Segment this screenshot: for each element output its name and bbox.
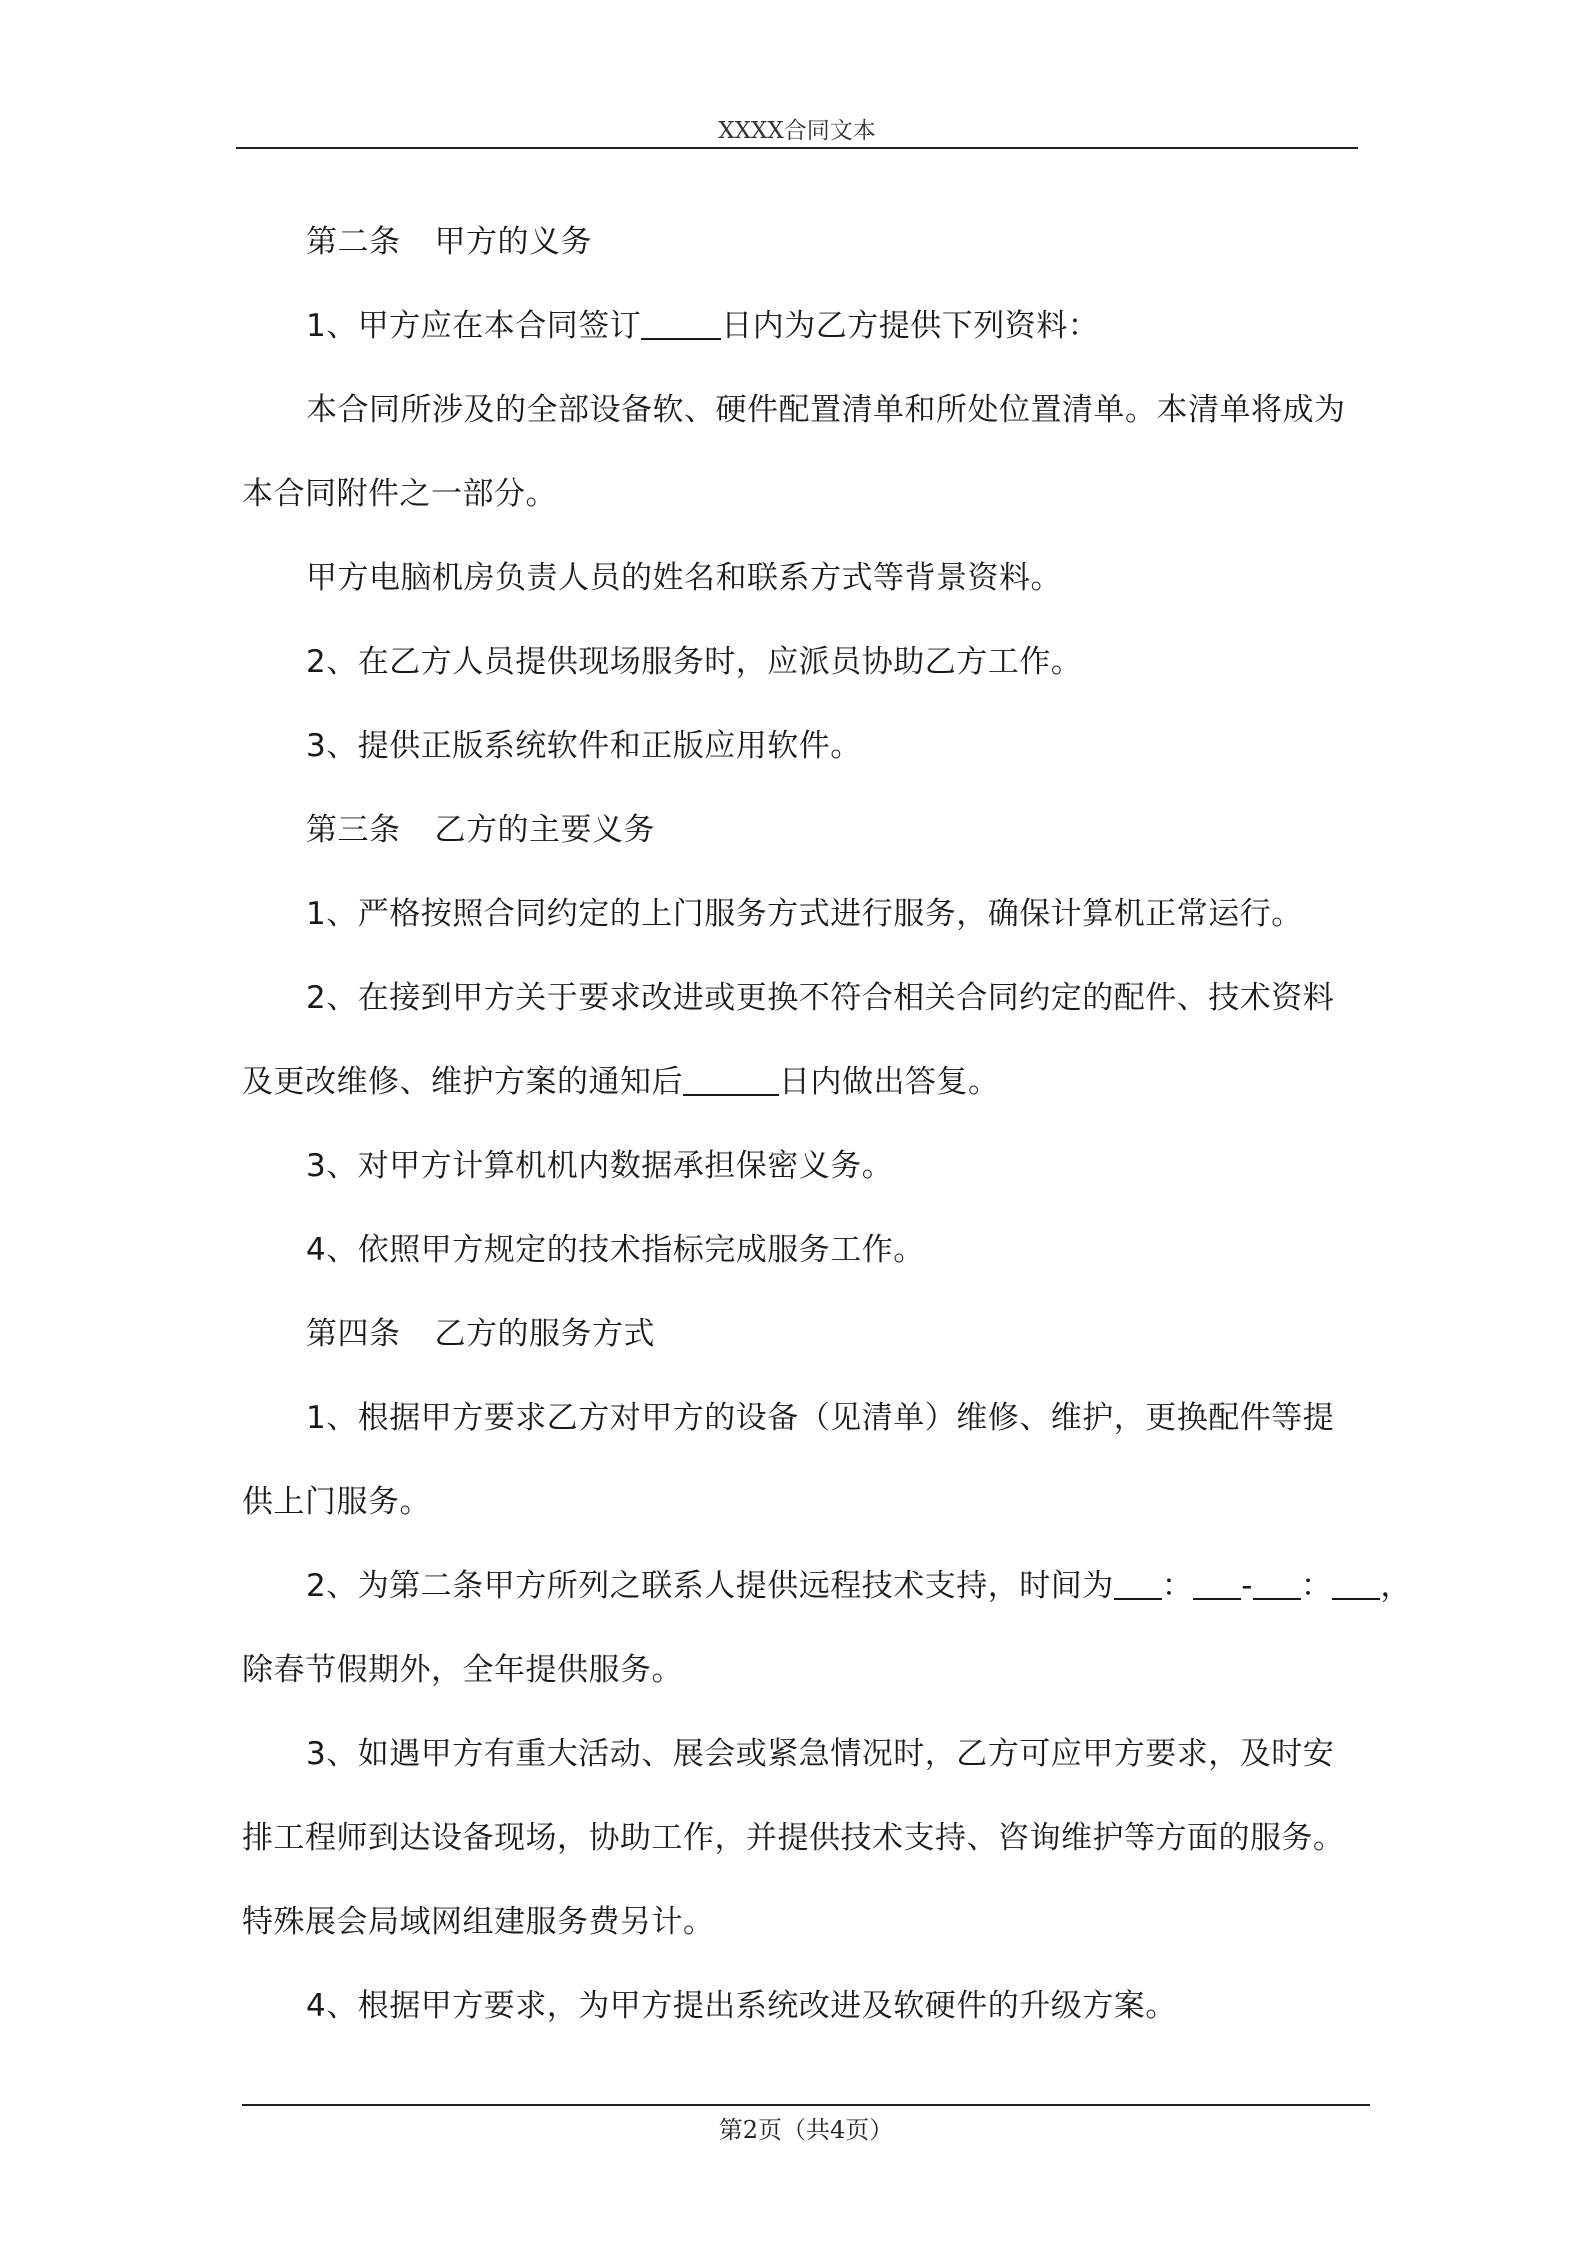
time-colon-2: ： bbox=[1300, 1568, 1333, 1604]
article-3-para-2-line-2 bbox=[242, 1040, 1354, 1124]
article-2-para-3: 甲方电脑机房负责人员的姓名和联系方式等背景资料。 bbox=[306, 560, 1062, 596]
article-3-para-1: 1、严格按照合同约定的上门服务方式进行服务，确保计算机正常运行。 bbox=[306, 896, 1303, 932]
article-3-para-2-line-1: 2、在接到甲方关于要求改进或更换不符合相关合同约定的配件、技术资料 bbox=[306, 980, 1335, 1016]
article-3-title: 乙方的主要义务 bbox=[434, 812, 655, 848]
article-4-para-2-text-a: 2、为第二条甲方所列之联系人提供远程技术支持，时间为 bbox=[306, 1568, 1114, 1604]
document-body bbox=[242, 200, 1412, 2048]
header-divider bbox=[236, 147, 1358, 149]
article-2-heading bbox=[242, 200, 1354, 284]
article-2-title: 甲方的义务 bbox=[434, 224, 592, 260]
article-2-para-5: 3、提供正版系统软件和正版应用软件。 bbox=[306, 728, 862, 764]
blank-start-minute bbox=[1193, 1568, 1241, 1600]
article-4-para-1-line-2: 供上门服务。 bbox=[242, 1484, 431, 1520]
page-number-label: 第2页（共4页） bbox=[718, 2116, 894, 2144]
article-3-heading bbox=[242, 788, 1354, 872]
article-3-para-2-text-b: 日内做出答复。 bbox=[779, 1064, 1000, 1100]
blank-reply-days-field bbox=[683, 1064, 779, 1096]
article-2-para-1-text-a: 1、甲方应在本合同签订 bbox=[306, 308, 642, 344]
article-4-para-3-line-1: 3、如遇甲方有重大活动、展会或紧急情况时，乙方可应甲方要求，及时安 bbox=[306, 1736, 1335, 1772]
blank-end-hour bbox=[1253, 1568, 1301, 1600]
article-4-heading bbox=[242, 1292, 1354, 1376]
article-2-para-2-line-1: 本合同所涉及的全部设备软、硬件配置清单和所处位置清单。本清单将成为 bbox=[306, 392, 1346, 428]
article-4-para-1-line-1: 1、根据甲方要求乙方对甲方的设备（见清单）维修、维护，更换配件等提 bbox=[306, 1400, 1335, 1436]
article-4-para-3-line-2: 排工程师到达设备现场，协助工作，并提供技术支持、咨询维护等方面的服务。 bbox=[242, 1820, 1345, 1856]
blank-days-field bbox=[641, 308, 721, 340]
article-3-number: 第三条 bbox=[306, 812, 401, 848]
article-4-title: 乙方的服务方式 bbox=[434, 1316, 655, 1352]
blank-start-hour bbox=[1114, 1568, 1162, 1600]
article-4-number: 第四条 bbox=[306, 1316, 401, 1352]
article-4-para-2-line-2: 除春节假期外，全年提供服务。 bbox=[242, 1652, 683, 1688]
article-2-para-1 bbox=[242, 284, 1354, 368]
article-3-para-3: 3、对甲方计算机机内数据承担保密义务。 bbox=[306, 1148, 894, 1184]
article-4-para-2-comma: ， bbox=[1380, 1568, 1412, 1604]
time-colon-1: ： bbox=[1161, 1568, 1194, 1604]
article-2-para-1-text-b: 日内为乙方提供下列资料： bbox=[721, 308, 1100, 344]
footer-divider bbox=[242, 2104, 1370, 2106]
article-4-para-3-line-3: 特殊展会局域网组建服务费另计。 bbox=[242, 1904, 715, 1940]
article-2-para-2-line-2: 本合同附件之一部分。 bbox=[242, 476, 557, 512]
article-4-para-4: 4、根据甲方要求，为甲方提出系统改进及软硬件的升级方案。 bbox=[306, 1988, 1177, 2024]
article-4-para-2-line-1 bbox=[242, 1544, 1412, 1628]
article-3-para-2-text-a: 及更改维修、维护方案的通知后 bbox=[242, 1064, 683, 1100]
blank-end-minute bbox=[1332, 1568, 1380, 1600]
article-2-number: 第二条 bbox=[306, 224, 401, 260]
page-header-title: XXXX合同文本 bbox=[718, 118, 876, 144]
article-2-para-4: 2、在乙方人员提供现场服务时，应派员协助乙方工作。 bbox=[306, 644, 1083, 680]
time-dash: - bbox=[1241, 1568, 1253, 1604]
article-3-para-4: 4、依照甲方规定的技术指标完成服务工作。 bbox=[306, 1232, 925, 1268]
